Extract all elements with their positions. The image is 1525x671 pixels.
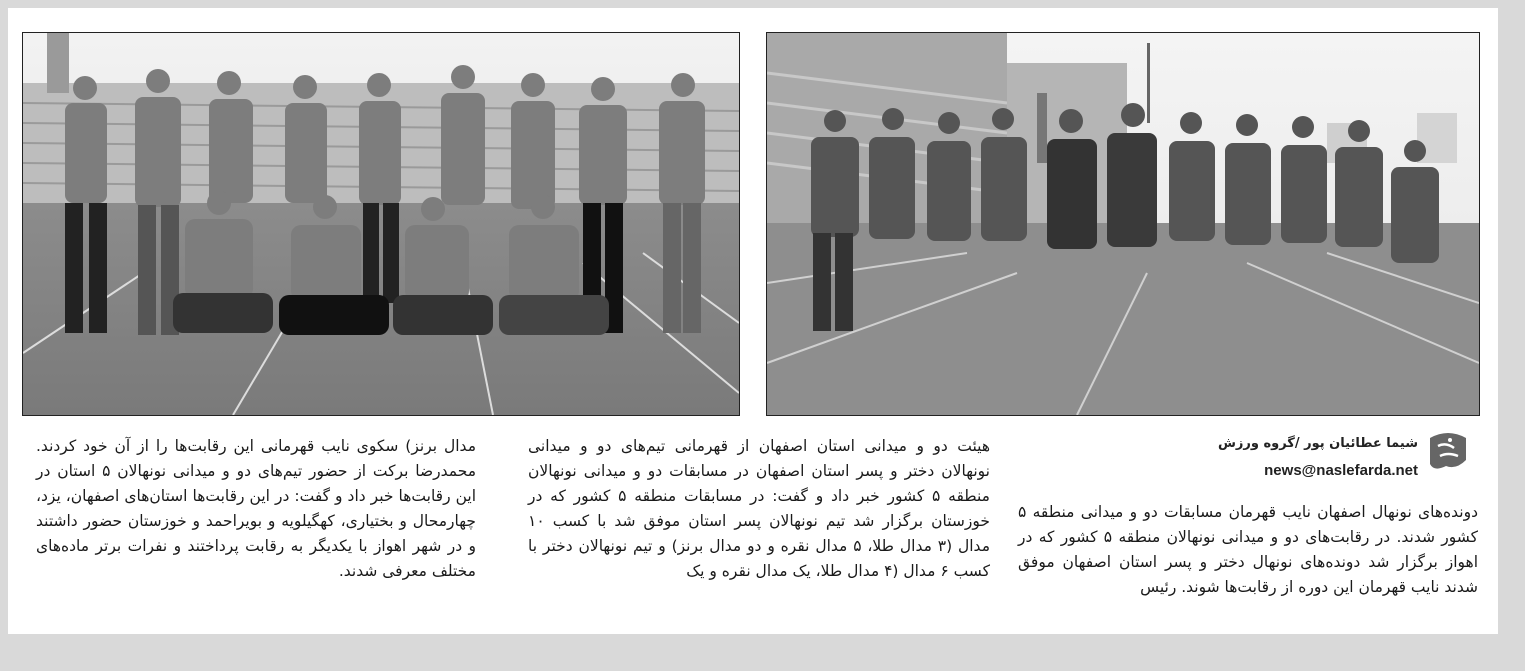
email-link[interactable]: news@naslefarda.net	[1264, 462, 1418, 479]
article-column-middle: هیئت دو و میدانی استان اصفهان از قهرمانی تیم‌های دو و میدانی نونهالان دختر و پسر استان اصفهان در مسابقات دو و میدانی نونهالان منطقه ۵ کشور خبر داد و گفت: در مسابقات منطقه ۵ کشور که در خوزستان برگزار شد تیم نونهالان پسر استان موفق شد با کسب ۱۰ مدال (۳ مدال طلا، ۵ مدال نقره و دو مدال برنز) و تیم نونهالان دختر با کسب ۶ مدال (۴ مدال طلا، یک مدال نقره و یک	[528, 437, 990, 580]
newspaper-page	[8, 8, 1498, 634]
byline	[1217, 430, 1470, 492]
author-line: شیما عطائیان پور /گروه ورزش	[1217, 436, 1418, 451]
boys-team-photo	[22, 32, 740, 416]
article-column-right: دونده‌های نونهال اصفهان نایب قهرمان مسابقات دو و میدانی منطقه ۵ کشور شدند. در رقابت‌های دو و میدانی نونهالان منطقه ۵ کشور که در اهواز برگزار شد دونده‌های نونهال دختر و پسر استان اصفهان موفق شدند نایب قهرمان این دوره از رقابت‌ها شوند. رئیس	[1018, 503, 1478, 596]
nasle-farda-logo-icon	[1426, 430, 1470, 474]
girls-team-photo	[766, 32, 1480, 416]
article-column-left: مدال برنز) سکوی نایب قهرمانی این رقابت‌ها را از آن خود کردند. محمدرضا برکت از حضور تیم‌های دو و میدانی نونهالان ۵ استان در این رقابت‌ها خبر داد و گفت: در این رقابت‌ها استان‌های اصفهان، یزد، چهارمحال و بختیاری، کهگیلویه و بویراحمد و خوزستان حضور داشتند و در شهر اهواز با یکدیگر به رقابت پرداختند و نفرات برتر ماده‌های مختلف معرفی شدند.	[36, 437, 476, 580]
